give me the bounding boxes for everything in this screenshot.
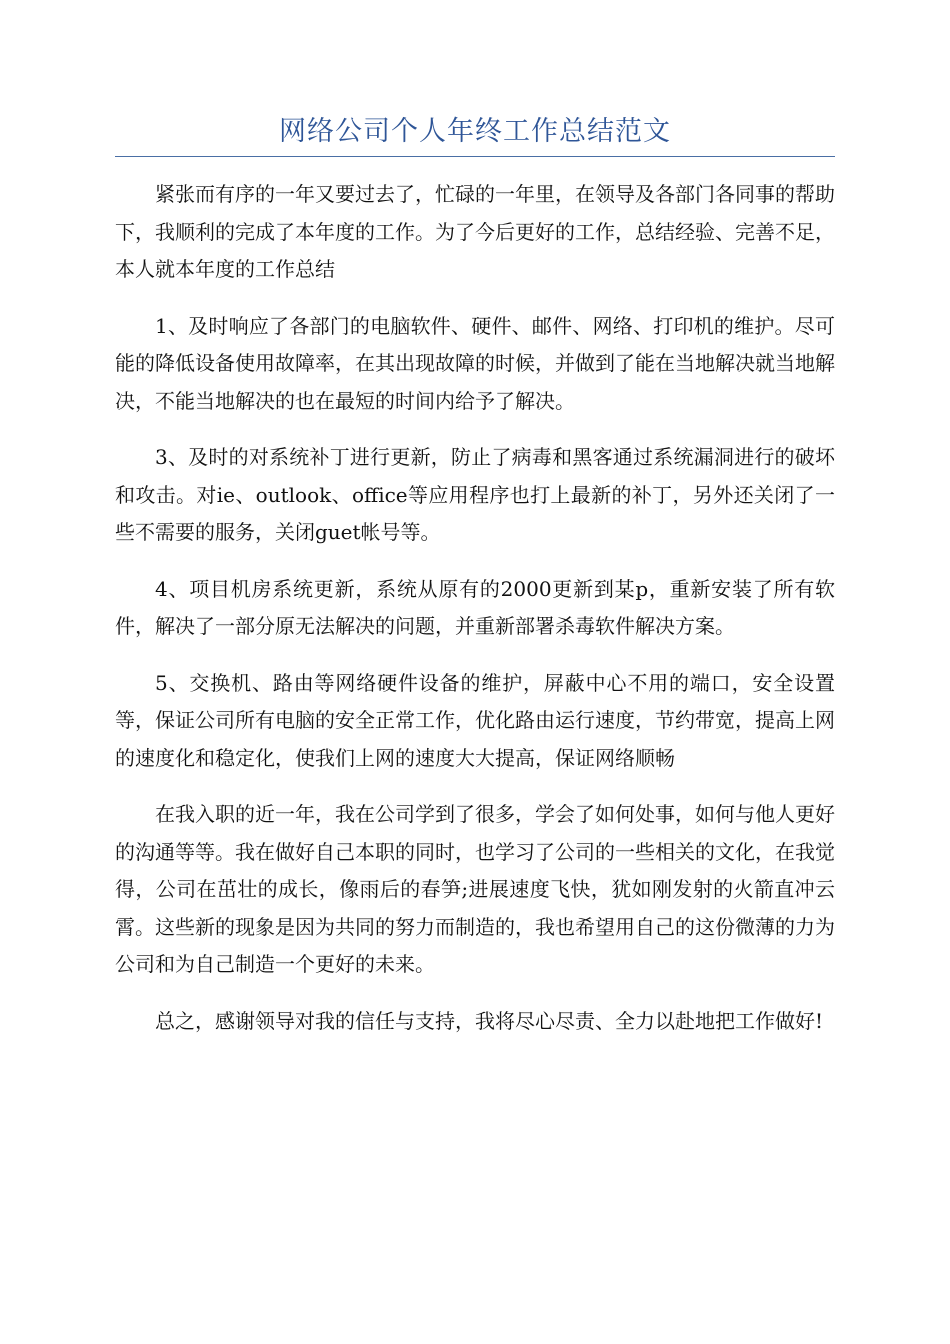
paragraph-item-1: 1、及时响应了各部门的电脑软件、硬件、邮件、网络、打印机的维护。尽可能的降低设备使用故障率，在其出现故障的时候，并做到了能在当地解决就当地解决，不能当地解决的也在最短的时间内给予了解决。 <box>115 313 835 413</box>
paragraph-item-4: 4、项目机房系统更新，系统从原有的2000更新到某p，重新安装了所有软件，解决了一部分原无法解决的问题，并重新部署杀毒软件解决方案。 <box>115 576 835 638</box>
paragraph-conclusion: 总之，感谢领导对我的信任与支持，我将尽心尽责、全力以赴地把工作做好! <box>155 1008 824 1033</box>
document-title: 网络公司个人年终工作总结范文 <box>279 116 671 147</box>
title-block <box>115 112 835 157</box>
paragraph-item-3: 3、及时的对系统补丁进行更新，防止了病毒和黑客通过系统漏洞进行的破坏和攻击。对ie、outlook、office等应用程序也打上最新的补丁，另外还关闭了一些不需要的服务，关闭guet帐号等。 <box>115 445 835 544</box>
document-body <box>115 176 835 1059</box>
paragraph-intro: 紧张而有序的一年又要过去了，忙碌的一年里，在领导及各部门各同事的帮助下，我顺利的完成了本年度的工作。为了今后更好的工作，总结经验、完善不足，本人就本年度的工作总结 <box>115 182 835 281</box>
paragraph-reflection: 在我入职的近一年，我在公司学到了很多，学会了如何处事，如何与他人更好的沟通等等。我在做好自己本职的同时，也学习了公司的一些相关的文化，在我觉得，公司在茁壮的成长，像雨后的春笋;进展速度飞快，犹如刚发射的火箭直冲云霄。这些新的现象是因为共同的努力而制造的，我也希望用自己的这份微薄的力为公司和为自己制造一个更好的未来。 <box>115 802 835 976</box>
paragraph-item-5: 5、交换机、路由等网络硬件设备的维护，屏蔽中心不用的端口，安全设置等，保证公司所有电脑的安全正常工作，优化路由运行速度，节约带宽，提高上网的速度化和稳定化，使我们上网的速度大大提高，保证网络顺畅 <box>115 670 835 770</box>
